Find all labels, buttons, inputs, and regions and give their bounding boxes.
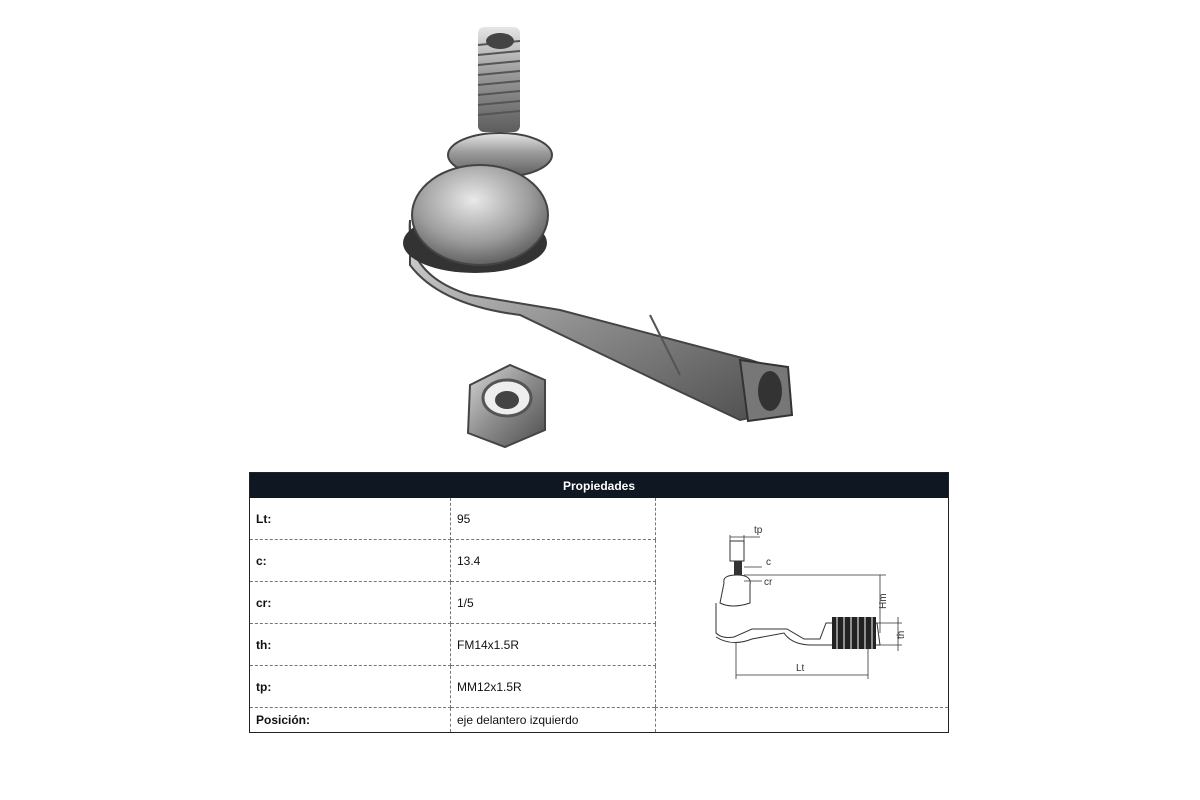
- row-value-c: 13.4: [451, 540, 656, 582]
- row-value-posicion: eje delantero izquierdo: [451, 708, 656, 733]
- row-value-tp: MM12x1.5R: [451, 666, 656, 708]
- lock-nut: [468, 365, 545, 447]
- properties-table: [249, 472, 949, 733]
- row-label-tp: tp:: [250, 666, 451, 708]
- dimension-diagram: [692, 513, 912, 693]
- table-row: [250, 498, 949, 540]
- row-label-posicion: Posición:: [250, 708, 451, 733]
- row-value-th: FM14x1.5R: [451, 624, 656, 666]
- diagram-label-c: c: [766, 556, 771, 568]
- diagram-cell: [656, 498, 949, 708]
- rubber-boot: [412, 165, 548, 265]
- diagram-label-hm: Hm: [878, 592, 889, 609]
- empty-cell: [656, 708, 949, 733]
- table-header: Propiedades: [250, 473, 949, 499]
- row-label-cr: cr:: [250, 582, 451, 624]
- diagram-label-th: th: [896, 630, 907, 639]
- row-label-lt: Lt:: [250, 498, 451, 540]
- diagram-label-lt: Lt: [796, 662, 805, 674]
- table-row: [250, 708, 949, 733]
- diagram-label-cr: cr: [764, 576, 773, 588]
- row-label-th: th:: [250, 624, 451, 666]
- diagram-label-tp: tp: [754, 524, 763, 536]
- row-label-c: c:: [250, 540, 451, 582]
- row-value-cr: 1/5: [451, 582, 656, 624]
- threaded-stud: [448, 27, 552, 177]
- row-value-lt: 95: [451, 498, 656, 540]
- product-photo: [380, 15, 820, 455]
